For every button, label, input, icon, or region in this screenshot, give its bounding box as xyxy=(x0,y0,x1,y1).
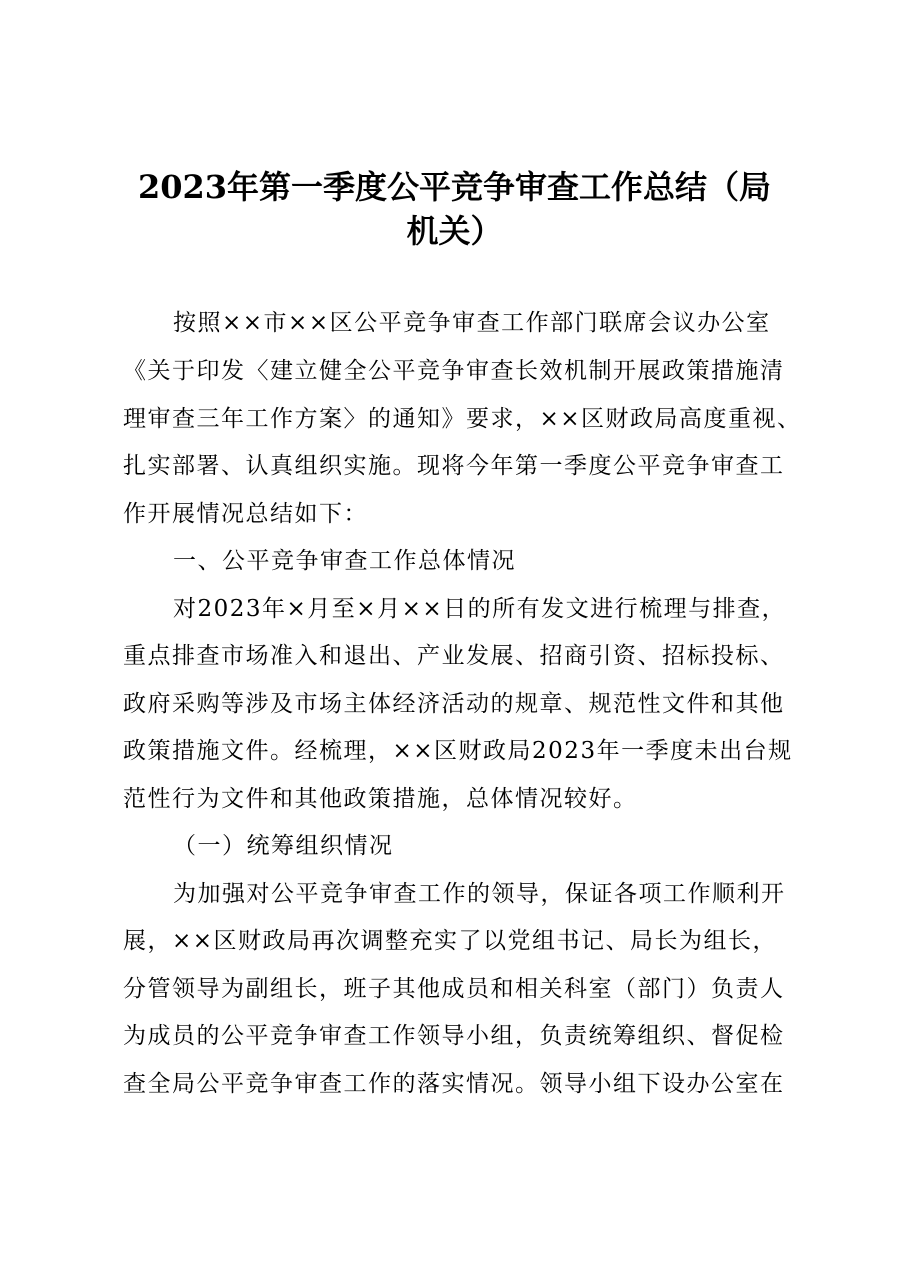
paragraph-3-line-5: 查全局公平竞争审查工作的落实情况。领导小组下设办公室在 xyxy=(123,1071,785,1097)
document-title-line-1: 2023年第一季度公平竞争审查工作总结（局 xyxy=(137,168,772,206)
paragraph-3-line-1: 为加强对公平竞争审查工作的领导，保证各项工作顺利开 xyxy=(173,881,786,907)
subsection-heading-1: （一）统筹组织情况 xyxy=(173,833,394,859)
paragraph-2-line-5: 范性行为文件和其他政策措施，总体情况较好。 xyxy=(123,786,638,812)
paragraph-1-line-2: 《关于印发〈建立健全公平竞争审查长效机制开展政策措施清 xyxy=(123,358,785,384)
paragraph-1-line-1: 按照××市××区公平竞争审查工作部门联席会议办公室 xyxy=(173,310,771,336)
paragraph-1-line-3: 理审查三年工作方案〉的通知》要求，××区财政局高度重视、 xyxy=(123,406,802,432)
section-heading-1: 一、公平竞争审查工作总体情况 xyxy=(173,548,516,574)
paragraph-2-line-3: 政府采购等涉及市场主体经济活动的规章、规范性文件和其他 xyxy=(123,691,785,717)
paragraph-3-line-2: 展，××区财政局再次调整充实了以党组书记、局长为组长， xyxy=(123,928,778,954)
paragraph-2-line-4: 政策措施文件。经梳理，××区财政局2023年一季度未出台规 xyxy=(123,738,793,764)
paragraph-2-line-2: 重点排查市场准入和退出、产业发展、招商引资、招标投标、 xyxy=(123,643,785,669)
document-title-line-2: 机关） xyxy=(406,212,503,250)
paragraph-1-line-4: 扎实部署、认真组织实施。现将今年第一季度公平竞争审查工 xyxy=(123,453,785,479)
paragraph-3-line-3: 分管领导为副组长，班子其他成员和相关科室（部门）负责人 xyxy=(123,976,785,1002)
paragraph-3-line-4: 为成员的公平竞争审查工作领导小组，负责统筹组织、督促检 xyxy=(123,1023,785,1049)
paragraph-1-line-5: 作开展情况总结如下： xyxy=(123,501,368,527)
paragraph-2-line-1: 对2023年×月至×月××日的所有发文进行梳理与排查， xyxy=(173,596,787,622)
